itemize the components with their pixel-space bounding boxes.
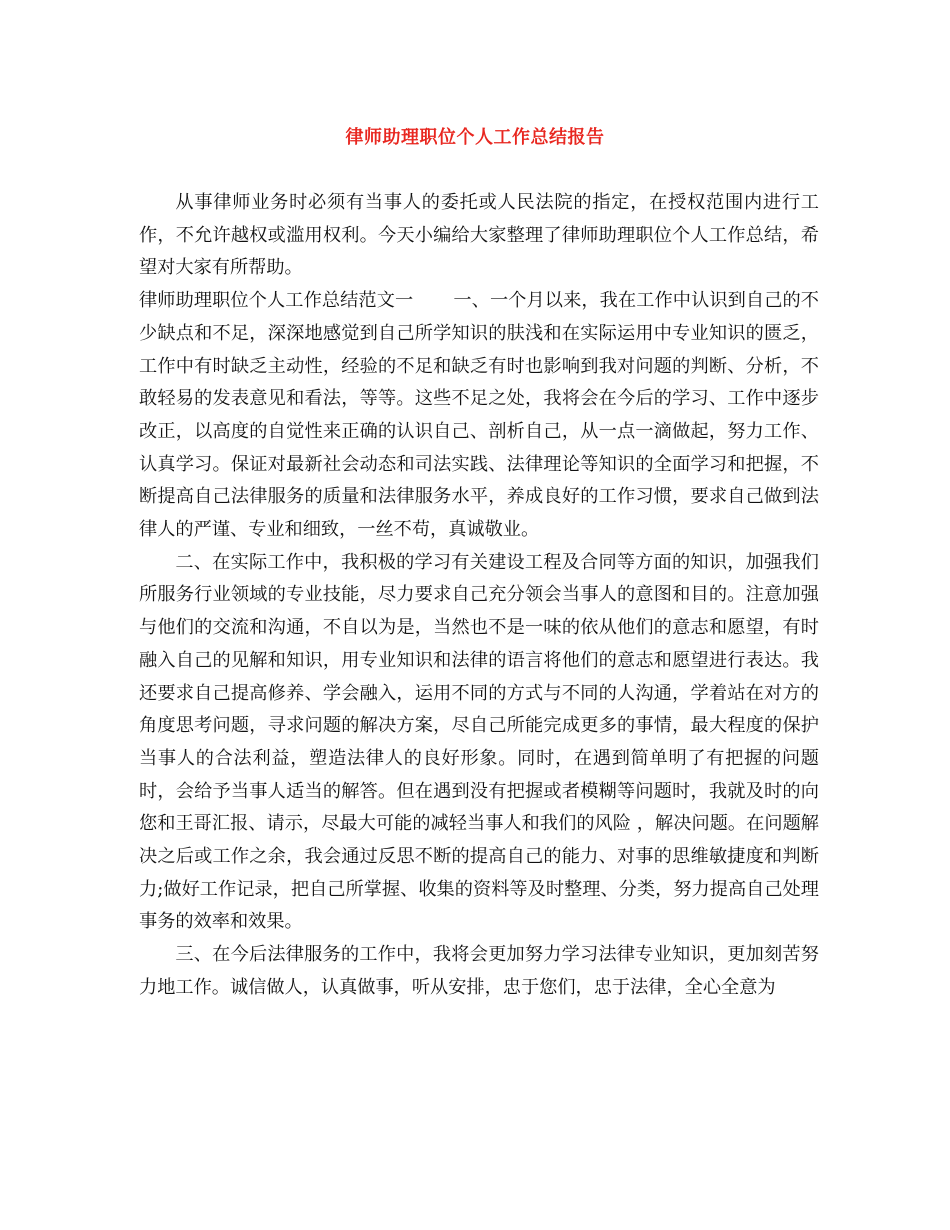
document-body — [139, 187, 819, 1005]
section-heading: 律师助理职位个人工作总结范文一 — [139, 290, 414, 312]
section-paragraph-1 — [139, 285, 819, 547]
paragraph-2: 二、在实际工作中，我积极的学习有关建设工程及合同等方面的知识，加强我们所服务行业领域的专业技能，尽力要求自己充分领会当事人的意图和目的。注意加强与他们的交流和沟通，不自以为是，当然也不是一味的依从他们的意志和愿望，有时融入自己的见解和知识，用专业知识和法律的语言将他们的意志和愿望进行表达。我还要求自己提高修养、学会融入，运用不同的方式与不同的人沟通，学着站在对方的角度思考问题，寻求问题的解决方案，尽自己所能完成更多的事情，最大程度的保护当事人的合法利益，塑造法律人的良好形象。同时，在遇到简单明了有把握的问题时，会给予当事人适当的解答。但在遇到没有把握或者模糊等问题时，我就及时的向您和王哥汇报、请示，尽最大可能的减轻当事人和我们的风险 ，解决问题。在问题解决之后或工作之余，我会通过反思不断的提高自己的能力、对事的思维敏捷度和判断力;做好工作记录，把自己所掌握、收集的资料等及时整理、分类，努力提高自己处理事务的效率和效果。 — [139, 551, 819, 933]
paragraph-1-text: 一、一个月以来，我在工作中认识到自己的不少缺点和不足，深深地感觉到自己所学知识的肤浅和在实际运用中专业知识的匮乏，工作中有时缺乏主动性，经验的不足和缺乏有时也影响到我对问题的判断、分析，不敢轻易的发表意见和看法，等等。这些不足之处，我将会在今后的学习、工作中逐步改正，以高度的自觉性来正确的认识自己、剖析自己，从一点一滴做起，努力工作、认真学习。保证对最新社会动态和司法实践、法律理论等知识的全面学习和把握，不断提高自己法律服务的质量和法律服务水平，养成良好的工作习惯，要求自己做到法律人的严谨、专业和细致，一丝不苟，真诚敬业。 — [139, 290, 819, 541]
intro-paragraph: 从事律师业务时必须有当事人的委托或人民法院的指定，在授权范围内进行工作，不允许越权或滥用权利。今天小编给大家整理了律师助理职位个人工作总结，希望对大家有所帮助。 — [139, 192, 819, 279]
document-title: 律师助理职位个人工作总结报告 — [345, 127, 605, 148]
paragraph-3: 三、在今后法律服务的工作中，我将会更加努力学习法律专业知识，更加刻苦努力地工作。诚信做人，认真做事，听从安排，忠于您们，忠于法律，全心全意为 — [139, 944, 819, 998]
